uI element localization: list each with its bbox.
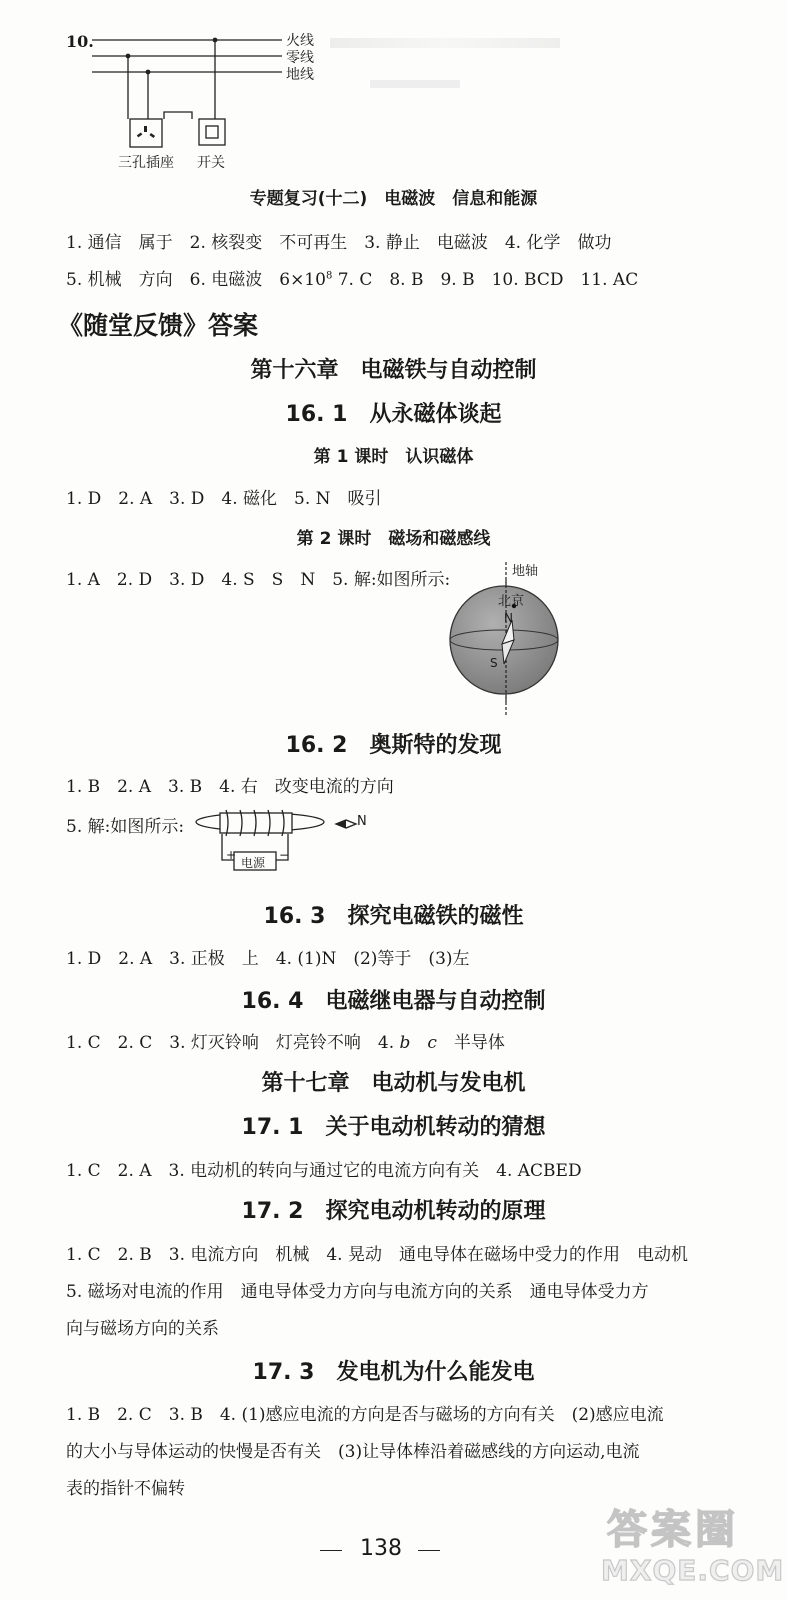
s173-answers-3: 表的指针不偏转 (66, 1479, 185, 1499)
switch-label: 开关 (197, 155, 225, 171)
s164-d: 半导体 (436, 1033, 505, 1053)
page-number-dash-right (418, 1550, 440, 1551)
page-number-dash-left (320, 1550, 342, 1551)
s172-answers-3: 向与磁场方向的关系 (66, 1319, 219, 1339)
bleed-through-mark (330, 38, 560, 48)
feedback-heading: 《随堂反馈》答案 (58, 311, 259, 340)
s164-a: 1. C 2. C 3. 灯灭铃响 灯亮铃不响 4. (66, 1033, 400, 1053)
wire-label-live: 火线 (286, 33, 314, 49)
watermark-logo (595, 1498, 785, 1598)
s173-answers-1: 1. B 2. C 3. B 4. (1)感应电流的方向是否与磁场的方向有关 (2)感应电流 (66, 1405, 664, 1425)
q10-circuit (60, 24, 360, 174)
section-17-2: 17. 2 探究电动机转动的原理 (241, 1199, 546, 1224)
watermark-bottom-text: MXQE.COM (601, 1554, 785, 1587)
section-16-2: 16. 2 奥斯特的发现 (285, 733, 502, 758)
globe-n-label: N (504, 611, 513, 625)
review12-title: 专题复习(十二) 电磁波 信息和能源 (249, 189, 538, 209)
s162-answers-1: 1. B 2. A 3. B 4. 右 改变电流的方向 (66, 777, 394, 797)
globe-city-label: 北京 (498, 594, 525, 609)
globe-svg (440, 560, 570, 720)
review12-line2-b: 7. C 8. B 9. B 10. BCD 11. AC (332, 270, 639, 290)
coil-n-label: N (357, 814, 367, 829)
globe-axis-label: 地轴 (512, 564, 539, 579)
section-16-3: 16. 3 探究电磁铁的磁性 (263, 904, 524, 929)
socket-label: 三孔插座 (118, 155, 174, 171)
lesson1-answers: 1. D 2. A 3. D 4. 磁化 5. N 吸引 (66, 489, 382, 509)
coil-minus: − (279, 848, 290, 862)
review12-line2 (66, 265, 638, 290)
section-17-3: 17. 3 发电机为什么能发电 (252, 1360, 535, 1385)
s164-answers (66, 1028, 505, 1053)
chapter16-title: 第十六章 电磁铁与自动控制 (250, 358, 537, 383)
page-number: 138 (360, 1536, 402, 1561)
s171-answers: 1. C 2. A 3. 电动机的转向与通过它的电流方向有关 4. ACBED (66, 1161, 582, 1181)
lesson2-answers: 1. A 2. D 3. D 4. S S N 5. 解:如图所示: (66, 570, 451, 590)
coil-plus: + (226, 848, 237, 862)
s163-answers: 1. D 2. A 3. 正极 上 4. (1)N (2)等于 (3)左 (66, 949, 470, 969)
review12-line2-a: 5. 机械 方向 6. 电磁波 6×10 (66, 270, 326, 290)
section-16-4: 16. 4 电磁继电器与自动控制 (241, 989, 546, 1014)
globe-s-label: S (490, 656, 498, 670)
s164-b: b (399, 1033, 411, 1053)
review12-line2-sup: 8 (325, 270, 333, 282)
wire-label-ground: 地线 (286, 67, 314, 83)
wire-label-neutral: 零线 (286, 50, 314, 66)
s164-c: c (427, 1033, 437, 1053)
question-number: 10. (66, 32, 94, 51)
s173-answers-2: 的大小与导体运动的快慢是否有关 (3)让导体棒沿着磁感线的方向运动,电流 (66, 1442, 640, 1462)
earth-magnetic-globe (440, 560, 570, 720)
section-16-1: 16. 1 从永磁体谈起 (285, 402, 502, 427)
watermark-top-text: 答案圈 (607, 1507, 739, 1553)
section-17-1: 17. 1 关于电动机转动的猜想 (241, 1115, 546, 1140)
chapter17-title: 第十七章 电动机与发电机 (261, 1071, 526, 1096)
solenoid-diagram (192, 804, 372, 884)
s172-answers-2: 5. 磁场对电流的作用 通电导体受力方向与电流方向的关系 通电导体受力方 (66, 1282, 649, 1302)
s162-answers-2: 5. 解:如图所示: (66, 817, 185, 837)
s172-answers-1: 1. C 2. B 3. 电流方向 机械 4. 晃动 通电导体在磁场中受力的作用 电动机 (66, 1245, 688, 1265)
lesson2-title: 第 2 课时 磁场和磁感线 (296, 529, 491, 549)
lesson1-title: 第 1 课时 认识磁体 (313, 447, 474, 467)
solenoid-svg (192, 804, 372, 884)
bleed-through-mark (370, 80, 460, 88)
review12-line1: 1. 通信 属于 2. 核裂变 不可再生 3. 静止 电磁波 4. 化学 做功 (66, 233, 612, 253)
coil-power-label: 电源 (241, 856, 266, 870)
